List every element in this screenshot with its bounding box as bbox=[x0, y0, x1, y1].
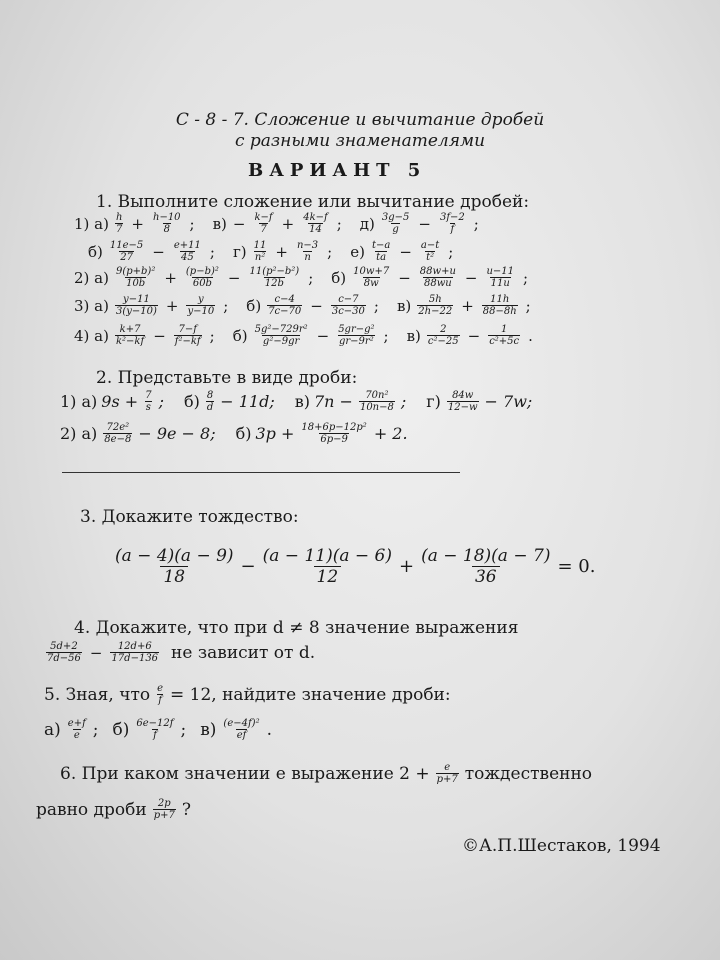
fraction: $\frac{t-a}{ta}$ bbox=[371, 240, 391, 263]
task1-heading: 1. Выполните сложение или вычитание дробей: bbox=[96, 192, 530, 212]
item-label: б) bbox=[246, 296, 262, 315]
task1-row1 bbox=[74, 212, 481, 235]
task2-heading: 2. Представьте в виде дроби: bbox=[96, 368, 358, 388]
task5-fraction-a: $\frac{e+f}{e}$ bbox=[67, 718, 86, 741]
fraction: $\frac{8}{d}$ bbox=[206, 390, 214, 413]
expression-text: ; bbox=[400, 392, 407, 411]
worksheet-title: С - 8 - 7. Сложение и вычитание дробей bbox=[175, 110, 545, 130]
task6-line1: 6. При каком значении e выражение 2 + $\frac{e}{p+7}$ тождественно bbox=[60, 762, 593, 785]
fraction: $\frac{\text{(p−b)²}}{60b}$ bbox=[185, 266, 219, 289]
item-label: е) bbox=[350, 242, 365, 261]
operator: + bbox=[461, 296, 474, 315]
task5-fraction-c: $\frac{\text{(e−4f)²}}{ef}$ bbox=[223, 718, 260, 741]
operator: − bbox=[399, 242, 412, 261]
fraction: $\frac{y-11}{3(y-10)}$ bbox=[115, 294, 157, 317]
expression-text: 7n − bbox=[313, 392, 353, 411]
fraction: $\frac{c-7}{3c-30}$ bbox=[331, 294, 365, 317]
expression-text: + 2. bbox=[373, 424, 408, 443]
operator: + bbox=[275, 242, 288, 261]
item-label: в) bbox=[212, 214, 227, 233]
fraction: $\frac{11e-5}{27}$ bbox=[109, 240, 144, 263]
operator: − bbox=[464, 268, 478, 287]
variant-label: ВАРИАНТ 5 bbox=[248, 160, 427, 181]
item-label: б) bbox=[235, 424, 252, 443]
task5-given-fraction: $\frac{e}{f}$ bbox=[157, 683, 164, 706]
fraction: $\frac{7-f}{\text{f²−kf}}$ bbox=[174, 324, 201, 347]
fraction: $\frac{5h}{2h-22}$ bbox=[418, 294, 453, 317]
expression-text: − 7w; bbox=[484, 392, 533, 411]
operator: − bbox=[227, 268, 241, 287]
operator: − bbox=[467, 326, 481, 345]
item-label: в) bbox=[294, 392, 310, 411]
task4-fraction-2: $\frac{12d+6}{17d-136}$ bbox=[111, 641, 159, 664]
task2-row1 bbox=[60, 390, 532, 413]
fraction: $\frac{\text{70n²}}{10n-8}$ bbox=[359, 390, 394, 413]
operator: − bbox=[398, 268, 411, 287]
task4-fraction-1: $\frac{5d+2}{7d-56}$ bbox=[47, 641, 81, 664]
task1-row5 bbox=[74, 324, 535, 347]
item-label: г) bbox=[232, 242, 247, 261]
operator: ; bbox=[327, 242, 333, 261]
item-label: д) bbox=[359, 214, 375, 233]
operator: ; bbox=[223, 296, 229, 315]
task2-row2 bbox=[60, 422, 408, 445]
operator: − bbox=[232, 214, 246, 233]
item-label: 2) а) bbox=[74, 268, 109, 287]
operator: ; bbox=[336, 214, 342, 233]
expression-text: ; bbox=[158, 392, 164, 411]
fraction: $\frac{7}{s}$ bbox=[145, 390, 152, 413]
item-label: 1) а) bbox=[74, 214, 109, 233]
operator: − bbox=[310, 296, 323, 315]
operator: ; bbox=[448, 242, 454, 261]
item-label: г) bbox=[426, 392, 441, 411]
fraction: $\frac{\text{18+6p−12p²}}{6p-9}$ bbox=[301, 422, 367, 445]
operator: ; bbox=[525, 296, 531, 315]
fraction: $\frac{\text{5gr−g²}}{\text{gr−9r²}}$ bbox=[338, 324, 375, 347]
task3-fraction-2: $\frac{(a - 11)(a - 6)}{12}$ bbox=[262, 546, 392, 587]
fraction: $\frac{2}{\text{c²−25}}$ bbox=[427, 324, 459, 347]
item-label: 4) а) bbox=[74, 326, 109, 345]
item-label: 3) а) bbox=[74, 296, 109, 315]
item-label: 2) а) bbox=[60, 424, 98, 443]
item-label: б) bbox=[232, 326, 248, 345]
task4-expression: $\frac{5d+2}{7d-56}$ − $\frac{12d+6}{17d-136}$ не зависит от d. bbox=[47, 641, 316, 664]
fraction: $\frac{\text{9(p+b)²}}{10b}$ bbox=[115, 266, 156, 289]
operator: + bbox=[281, 214, 295, 233]
operator: ; bbox=[209, 242, 215, 261]
fraction: $\frac{n-3}{n}$ bbox=[296, 240, 319, 263]
task3-fraction-3: $\frac{(a - 18)(a - 7)}{36}$ bbox=[421, 546, 551, 587]
expression-text: 3p + bbox=[255, 424, 295, 443]
operator: ; bbox=[523, 268, 529, 287]
copyright: ©А.П.Шестаков, 1994 bbox=[462, 836, 661, 856]
task1-row3 bbox=[74, 266, 530, 289]
fraction: $\frac{\text{11(p²−b²)}}{12b}$ bbox=[249, 266, 300, 289]
operator: . bbox=[528, 326, 533, 345]
task3-fraction-1: $\frac{(a - 4)(a - 9)}{18}$ bbox=[115, 546, 234, 587]
task6-fraction-1: $\frac{e}{p+7}$ bbox=[436, 762, 458, 785]
operator: ; bbox=[209, 326, 215, 345]
expression-text: 9s + bbox=[101, 392, 139, 411]
task5-heading: 5. Зная, что $\frac{e}{f}$ = 12, найдите значение дроби: bbox=[44, 683, 451, 706]
expression-text: − 11d; bbox=[220, 392, 275, 411]
operator: − bbox=[316, 326, 330, 345]
operator: + bbox=[164, 268, 177, 287]
section-divider bbox=[62, 472, 460, 473]
fraction: $\frac{h}{7}$ bbox=[115, 212, 123, 235]
fraction: $\frac{11}{\text{n²}}$ bbox=[253, 240, 267, 263]
fraction: $\frac{11h}{88-8h}$ bbox=[482, 294, 517, 317]
fraction: $\frac{88w+u}{88wu}$ bbox=[419, 266, 456, 289]
operator: − bbox=[152, 242, 165, 261]
task1-row4 bbox=[74, 294, 533, 317]
fraction: $\frac{a-t}{\text{t²}}$ bbox=[420, 240, 440, 263]
task5-fraction-b: $\frac{6e-12f}{f}$ bbox=[136, 718, 174, 741]
fraction: $\frac{u-11}{11u}$ bbox=[486, 266, 515, 289]
fraction: $\frac{c-4}{7c-70}$ bbox=[268, 294, 302, 317]
operator: ; bbox=[189, 214, 195, 233]
operator: + bbox=[165, 296, 179, 315]
expression-text: − 9e − 8; bbox=[138, 424, 216, 443]
operator: − bbox=[153, 326, 166, 345]
operator: ; bbox=[373, 296, 379, 315]
task5-items: а) $\frac{e+f}{e}$ ; б) $\frac{6e-12f}{f}$ ; в) $\frac{\text{(e−4f)²}}{ef}$ . bbox=[44, 718, 272, 741]
item-label: б) bbox=[88, 242, 103, 261]
operator: ; bbox=[308, 268, 314, 287]
fraction: $\frac{\text{5g²−729r²}}{\text{g²−9gr}}$ bbox=[254, 324, 308, 347]
task3-heading: 3. Докажите тождество: bbox=[80, 507, 299, 527]
task4-heading: 4. Докажите, что при d ≠ 8 значение выражения bbox=[74, 618, 519, 638]
operator: + bbox=[131, 214, 144, 233]
fraction: $\frac{1}{\text{c²+5c}}$ bbox=[489, 324, 520, 347]
fraction: $\frac{k+7}{\text{k²−kf}}$ bbox=[115, 324, 145, 347]
fraction: $\frac{4k-f}{14}$ bbox=[303, 212, 328, 235]
fraction: $\frac{3f-2}{f}$ bbox=[439, 212, 465, 235]
task3-identity: $\frac{(a - 4)(a - 9)}{18}$ − $\frac{(a - 11)(a - 6)}{12}$ + $\frac{(a - 18)(a - 7)}{36}$ = 0. bbox=[110, 546, 595, 587]
fraction: $\frac{k-f}{7}$ bbox=[254, 212, 273, 235]
fraction: $\frac{10w+7}{8w}$ bbox=[353, 266, 390, 289]
task1-row2 bbox=[88, 240, 455, 263]
operator: − bbox=[418, 214, 431, 233]
fraction: $\frac{84w}{12-w}$ bbox=[447, 390, 478, 413]
worksheet-subtitle: с разными знаменателями bbox=[234, 131, 486, 151]
fraction: $\frac{h-10}{8}$ bbox=[153, 212, 181, 235]
fraction: $\frac{e+11}{45}$ bbox=[173, 240, 201, 263]
operator: ; bbox=[383, 326, 389, 345]
task6-fraction-2: $\frac{2p}{p+7}$ bbox=[153, 798, 175, 821]
item-label: в) bbox=[396, 296, 412, 315]
task6-line2: равно дроби $\frac{2p}{p+7}$ ? bbox=[36, 798, 191, 821]
fraction: $\frac{3g-5}{g}$ bbox=[381, 212, 410, 235]
fraction: $\frac{y}{y-10}$ bbox=[187, 294, 215, 317]
item-label: 1) а) bbox=[60, 392, 98, 411]
item-label: в) bbox=[406, 326, 421, 345]
operator: ; bbox=[473, 214, 479, 233]
fraction: $\frac{\text{72e²}}{8e-8}$ bbox=[104, 422, 132, 445]
item-label: б) bbox=[183, 392, 200, 411]
item-label: б) bbox=[331, 268, 347, 287]
